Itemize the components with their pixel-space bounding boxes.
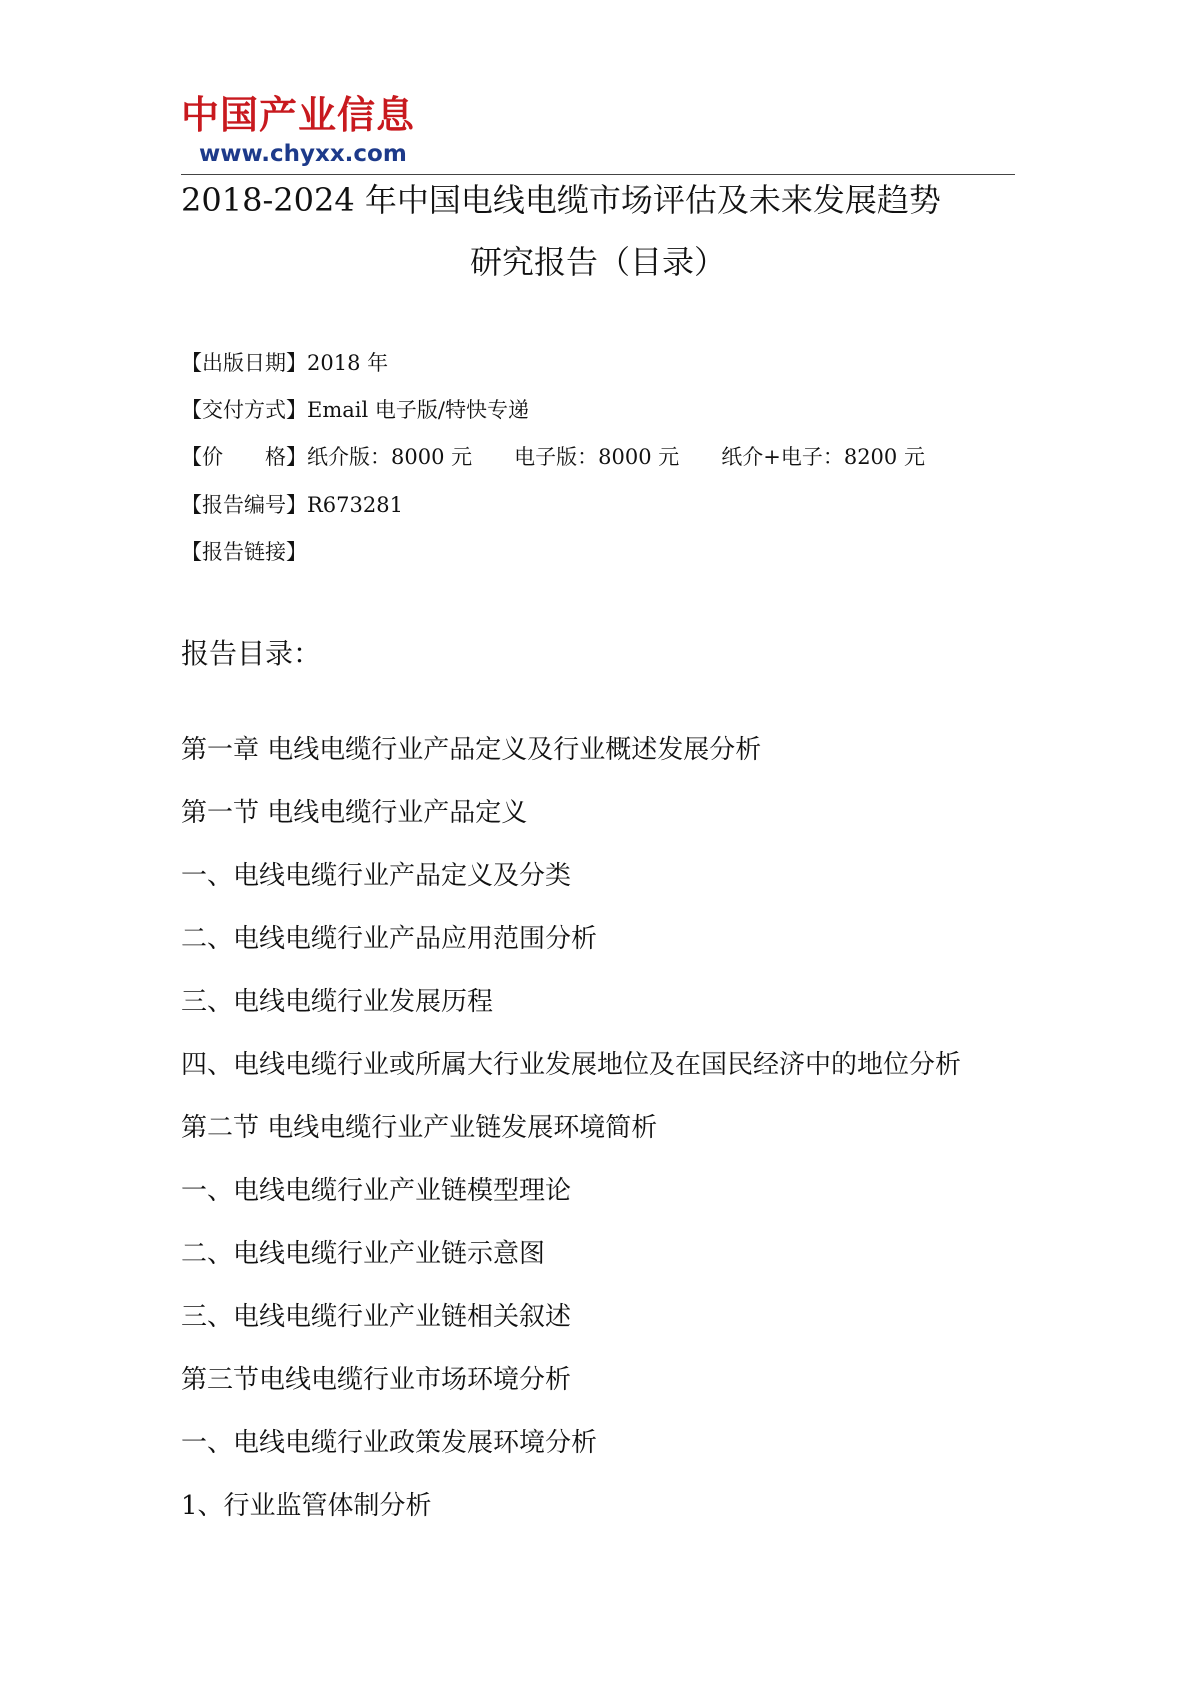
toc-item: 一、电线电缆行业产品定义及分类 [181, 861, 572, 891]
toc-heading: 报告目录： [181, 637, 322, 670]
toc-item: 1、行业监管体制分析 [181, 1491, 432, 1521]
toc-item: 四、电线电缆行业或所属大行业发展地位及在国民经济中的地位分析 [181, 1050, 962, 1080]
document-title-line-2: 研究报告（目录） [469, 243, 726, 281]
meta-report-link: 【报告链接】 [181, 540, 307, 564]
toc-item: 第三节电线电缆行业市场环境分析 [181, 1365, 572, 1395]
logo-chinese-text: 中国产业信息 [181, 93, 416, 137]
toc-item: 二、电线电缆行业产业链示意图 [181, 1239, 546, 1269]
document-title-line-1: 2018-2024 年中国电线电缆市场评估及未来发展趋势 [181, 181, 941, 219]
toc-item: 二、电线电缆行业产品应用范围分析 [181, 924, 598, 954]
meta-price: 【价 格】纸介版：8000 元 电子版：8000 元 纸介+电子：8200 元 [181, 445, 925, 469]
meta-delivery-method: 【交付方式】Email 电子版/特快专递 [181, 398, 529, 422]
meta-report-number: 【报告编号】R673281 [181, 493, 403, 517]
toc-item: 三、电线电缆行业发展历程 [181, 987, 494, 1017]
toc-item: 一、电线电缆行业政策发展环境分析 [181, 1428, 598, 1458]
toc-item: 第二节 电线电缆行业产业链发展环境简析 [181, 1113, 658, 1143]
toc-item: 三、电线电缆行业产业链相关叙述 [181, 1302, 572, 1332]
toc-item: 第一节 电线电缆行业产品定义 [181, 798, 528, 828]
toc-item: 一、电线电缆行业产业链模型理论 [181, 1176, 572, 1206]
header-rule [181, 174, 1015, 175]
site-logo [181, 92, 446, 172]
toc-item: 第一章 电线电缆行业产品定义及行业概述发展分析 [181, 735, 762, 765]
meta-publish-date: 【出版日期】2018 年 [181, 351, 389, 375]
logo-url-text: www.chyxx.com [199, 141, 407, 167]
